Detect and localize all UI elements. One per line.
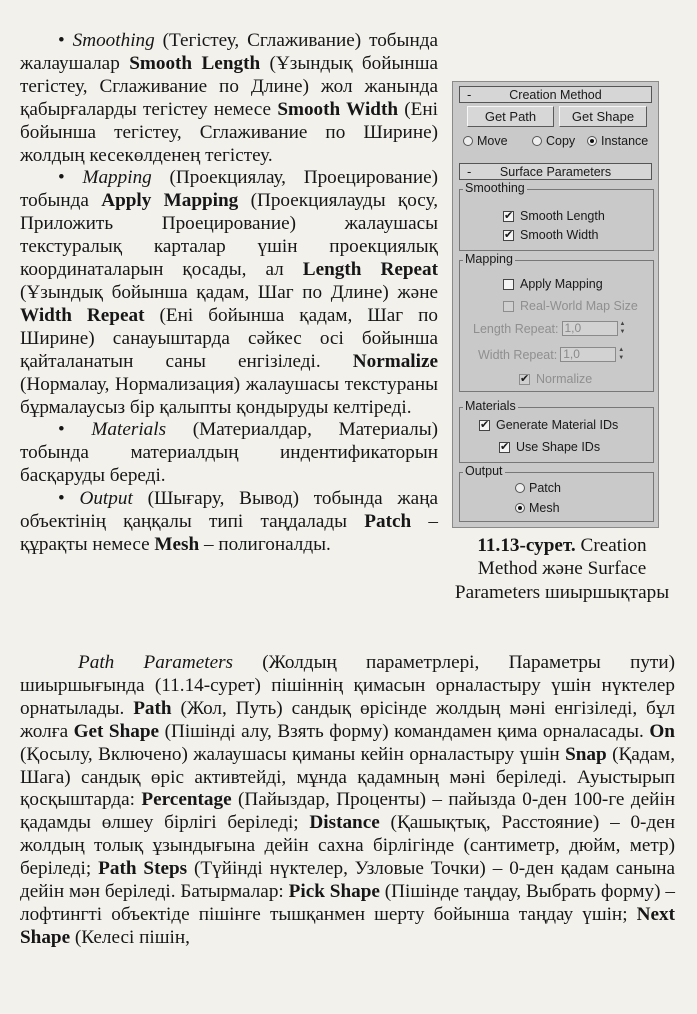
rollout-title: Surface Parameters: [499, 164, 612, 179]
figure-panel: [452, 81, 659, 528]
para-path-parameters: [20, 652, 675, 950]
caption-number: 11.13-сурет.: [477, 535, 576, 556]
radio-copy[interactable]: [532, 134, 575, 148]
bold-term: Get Shape: [73, 720, 160, 742]
group-title: Mapping: [465, 252, 513, 266]
left-column: [20, 30, 438, 557]
term: Materials: [91, 419, 167, 441]
caption-text: Creation Method және Surface Parameters шиыршықтары: [454, 535, 670, 603]
get-shape-button[interactable]: Get Shape: [559, 106, 647, 127]
radio-icon: [463, 136, 473, 146]
text: (Пішінде таңдау, Выбрать форму) – лофтингті объектіде пішінге тышқанмен шерту бойынша таңдау үшін;: [20, 881, 675, 925]
bullet: •: [58, 419, 65, 441]
text: (Түйінді нүктелер, Узловые Точки) – 0-ден қадам санына дейін мән беріледі. Батырмалар:: [20, 858, 676, 903]
group-materials: [459, 399, 654, 463]
group-title: Smoothing: [465, 181, 525, 195]
use-shape-ids-checkbox[interactable]: [499, 440, 600, 454]
text: (Ені бойынша қадам, Шаг по Ширине) санауыштарда сәйкес осі бойынша қайталанатын саны енгізіледі.: [20, 304, 438, 372]
rollout-surface-parameters[interactable]: [459, 163, 652, 180]
normalize-checkbox: [519, 372, 592, 386]
term: Path Parameters: [78, 652, 234, 673]
bold-term: On: [649, 720, 675, 742]
text: (Жол, Путь) сандық өрісінде жолдың мәні енгізіледі, бұл жолға: [20, 697, 675, 742]
text: (Нормалау, Нормализация) жалаушасы текстураны бұрмалаусыз бір қалыпты қондыруды келтіреді.: [20, 373, 438, 418]
text: – құрақты немесе: [20, 511, 438, 555]
spinner-label: Length Repeat:: [473, 321, 559, 336]
rollout-title: Creation Method: [509, 87, 602, 102]
width-repeat-spinner: [478, 347, 626, 362]
radio-move[interactable]: [463, 134, 508, 148]
text: (Материалдар, Материалы) тобында материалдың индентификаторын басқаруды береді.: [20, 419, 438, 487]
text: (Ұзындық бойынша қадам, Шаг по Длине) және: [20, 281, 438, 303]
text: (Жолдың параметрлері, Параметры пути) шиыршығында (11.14-сурет) пішіннің қимасын орналастыру үшін нүктелер орнатылады.: [20, 652, 675, 719]
term: Mapping: [82, 167, 152, 189]
bullet: •: [58, 30, 65, 51]
text: (Ұзындық бойынша тегістеу, Сглаживание по Длине) жол жанында қабырғаларды тегістеу немесе: [20, 52, 438, 120]
text: (Проекциялауды қосу, Приложить Проецирование) жалаушасы текстуралық карталар үшін проекциялық координаталарын қосады, ал: [20, 190, 439, 281]
figure-caption: [452, 534, 672, 604]
text: (Шығару, Вывод) тобында жаңа объектінің қаңқалы типі таңдалады: [20, 488, 438, 533]
text: (Қосылу, Включено) жалаушасы қиманы кейін орналастыру үшін: [20, 743, 566, 765]
real-world-map-size-checkbox: [503, 299, 638, 313]
bullet: •: [58, 488, 65, 510]
get-path-button[interactable]: Get Path: [467, 106, 554, 127]
para-output: [20, 488, 438, 557]
checkbox-label: Smooth Length: [520, 209, 605, 223]
full-width-text: [20, 652, 675, 950]
text: (Пайыздар, Проценты) – пайызда 0-ден 100-ге дейін қадамды өлшеу бірлігі беріледі;: [20, 789, 675, 834]
para-smoothing: [20, 30, 438, 167]
collapse-icon: -: [467, 164, 472, 179]
bold-term: Width Repeat: [20, 304, 145, 326]
term: Smoothing: [72, 30, 155, 51]
radio-selected-icon: [515, 503, 525, 513]
radio-patch[interactable]: [515, 481, 561, 495]
group-title: Materials: [465, 399, 516, 413]
text: – полигоналды.: [199, 533, 331, 555]
apply-mapping-checkbox[interactable]: [503, 277, 603, 291]
bold-term: Pick Shape: [288, 881, 380, 903]
checkbox-disabled-icon: [503, 301, 514, 312]
bold-term: Length Repeat: [302, 259, 439, 281]
spinner-arrows-icon: ▲ ▼: [619, 321, 626, 335]
width-repeat-field: 1,0: [560, 347, 616, 362]
smooth-width-checkbox[interactable]: [503, 228, 599, 242]
checkbox-label: Generate Material IDs: [496, 418, 619, 432]
check-icon: ✔: [520, 372, 530, 385]
radio-label: Move: [477, 134, 508, 148]
bold-term: Smooth Width: [277, 98, 399, 120]
bold-term: Next Shape: [20, 903, 675, 948]
bold-term: Normalize: [352, 350, 438, 372]
text: (Қадам, Шага) сандық өріс активтейді, мұнда қадамның мәні беріледі. Ауыстырып қосқыштарда:: [20, 743, 675, 811]
radio-icon: [515, 483, 525, 493]
spinner-arrows-icon: ▲ ▼: [618, 347, 625, 361]
radio-label: Copy: [546, 134, 576, 148]
checkbox-label: Normalize: [536, 372, 593, 386]
bold-term: Path: [133, 697, 172, 719]
check-icon: ✔: [504, 209, 514, 222]
text: (Келесі пішін,: [70, 926, 190, 948]
bold-term: Snap: [565, 743, 607, 765]
para-mapping: [20, 167, 438, 419]
bold-term: Distance: [309, 812, 380, 834]
check-icon: ✔: [480, 418, 490, 431]
bold-term: Path Steps: [98, 858, 188, 880]
checkbox-label: Use Shape IDs: [516, 440, 601, 454]
check-icon: ✔: [500, 440, 510, 453]
term: Output: [79, 488, 133, 510]
bold-term: Percentage: [141, 789, 232, 811]
radio-mesh[interactable]: [515, 501, 560, 515]
length-repeat-field: 1,0: [562, 321, 618, 336]
para-materials: [20, 419, 438, 488]
checkbox-label: Smooth Width: [520, 228, 599, 242]
radio-label: Mesh: [529, 501, 560, 515]
radio-label: Patch: [529, 481, 561, 495]
length-repeat-spinner: [473, 321, 628, 336]
rollout-creation-method[interactable]: [459, 86, 652, 103]
radio-icon: [532, 136, 542, 146]
text: (Қашықтық, Расстояние) – 0-ден жолдың толық ұзындығына дейін сахна бірлігінде (сантиметр, дюйм, метр) беріледі;: [20, 812, 675, 880]
radio-label: Instance: [601, 134, 649, 148]
radio-selected-icon: [587, 136, 597, 146]
bold-term: Apply Mapping: [101, 190, 239, 212]
radio-instance[interactable]: [587, 134, 648, 148]
group-title: Output: [465, 464, 503, 478]
bold-term: Patch: [364, 511, 412, 533]
checkbox-empty-icon: [503, 279, 514, 290]
checkbox-label: Real-World Map Size: [520, 299, 638, 313]
text: (Ені бойынша тегістеу, Сглаживание по Ширине) жолдың кесекөлденең тегістеу.: [20, 98, 438, 166]
text: (Тегістеу, Сглаживание) тобында жалаушалар: [20, 30, 438, 74]
check-icon: ✔: [504, 228, 514, 241]
collapse-icon: -: [467, 87, 472, 102]
generate-material-ids-checkbox[interactable]: [479, 418, 618, 432]
checkbox-label: Apply Mapping: [520, 277, 603, 291]
bullet: •: [58, 167, 65, 189]
text: (Проекциялау, Проецирование) тобында: [20, 167, 438, 212]
spinner-label: Width Repeat:: [478, 347, 558, 362]
bold-term: Mesh: [154, 533, 200, 555]
smooth-length-checkbox[interactable]: [503, 209, 605, 223]
text: (Пішінді алу, Взять форму) командамен қима орналасады.: [159, 720, 650, 742]
bold-term: Smooth Length: [129, 52, 261, 74]
